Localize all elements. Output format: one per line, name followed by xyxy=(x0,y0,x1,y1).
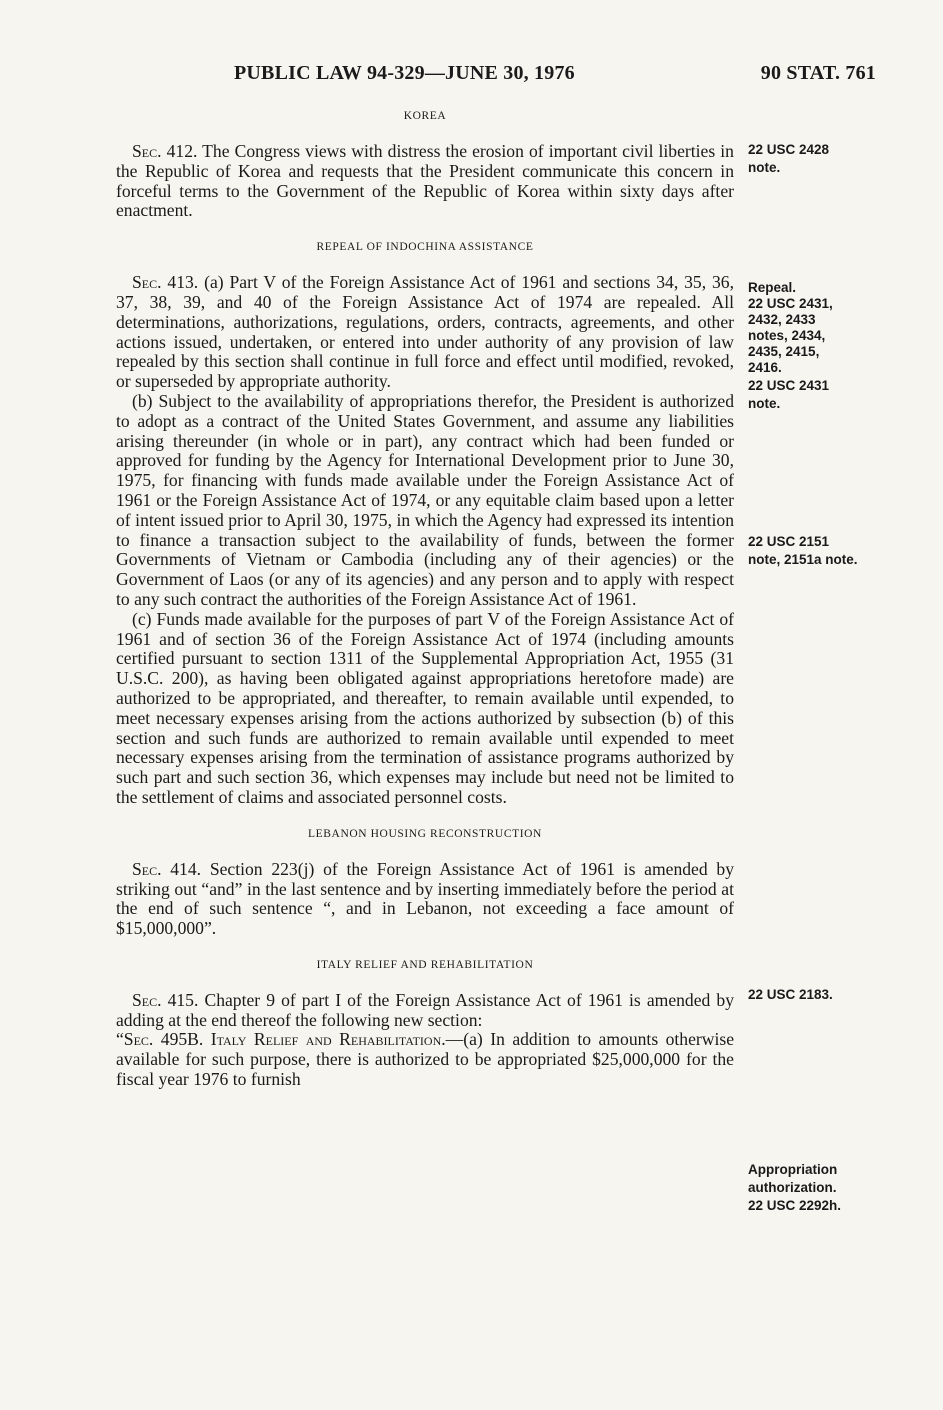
margin-note: authorization. xyxy=(748,1180,837,1195)
margin-note: 22 USC 2292h. xyxy=(748,1198,842,1213)
margin-note: 22 USC 2431 xyxy=(748,378,830,393)
section-495b-title: Italy Relief and Rehabilitation. xyxy=(210,1029,446,1050)
section-415-text: Chapter 9 of part I of the Foreign Assistance Act of 1961 is amended by adding at the end thereof the following new section: xyxy=(116,989,734,1030)
margin-note: 2416. xyxy=(748,360,782,375)
section-413-a xyxy=(116,273,734,392)
margin-note: 2432, 2433 xyxy=(748,312,816,327)
section-495b-number: “Sec. 495B. xyxy=(116,1029,204,1050)
stat-citation: 90 STAT. 761 xyxy=(760,62,876,84)
margin-note: 22 USC 2151 xyxy=(748,534,830,549)
section-415 xyxy=(116,991,734,1031)
section-413-c: (c) Funds made available for the purposes of part V of the Foreign Assistance Act of 1961 and of section 36 of the Foreign Assistance Act of 1974 (including amounts certified pursuant to section 1311 of the Supplemental Appropriation Act, 1955 (31 U.S.C. 200), as having been obligated against appropriations heretofore made) are authorized to be appropriated, and thereafter, to remain available until expended, to meet necessary expenses arising from the actions authorized by subsection (b) of this section and such funds are authorized to remain available until expended to meet necessary expenses arising from the termination of assistance programs authorized by such part and such section 36, which expenses may include but need not be limited to the settlement of claims and associated personnel costs. xyxy=(116,608,734,807)
section-412-number: Sec. 412. xyxy=(132,141,198,161)
margin-note: Repeal. xyxy=(748,280,797,295)
margin-note: note. xyxy=(748,160,781,175)
section-415-number: Sec. 415. xyxy=(132,989,199,1010)
section-413-b: (b) Subject to the availability of appropriations therefor, the President is authorized to adopt as a contract of the United States Government, and assume any liabilities arising thereunder (in whole or in part), any contract which had been funded or approved for funding by the Agency for International Development prior to June 30, 1975, for financing with funds made available under the Foreign Assistance Act of 1961 or the Foreign Assistance Act of 1974, or any equitable claim based upon a letter of intent issued prior to April 30, 1975, in which the Agency had expressed its intention to finance a transaction subject to the availability of funds, between the former Governments of Vietnam or Cambodia (including any of their agencies) or the Government of Laos (or any of its agencies) and any person and to apply with respect to any such contract the authorities of the Foreign Assistance Act of 1961. xyxy=(116,390,734,609)
section-414-text: Section 223(j) of the Foreign Assistance Act of 1961 is amended by striking out “and” in the last sentence and by inserting immediately before the period at the end of such sentence “, and in Lebanon, not exceeding a face amount of $15,000,000”. xyxy=(116,858,734,939)
margin-note: note. xyxy=(748,396,781,411)
margin-note: 2435, 2415, xyxy=(748,344,820,359)
section-495b xyxy=(116,1030,734,1089)
section-414-number: Sec. 414. xyxy=(132,858,202,879)
margin-note: 22 USC 2183. xyxy=(748,987,833,1002)
main-text xyxy=(116,108,734,1090)
heading-indochina: REPEAL OF INDOCHINA ASSISTANCE xyxy=(316,241,534,254)
section-414 xyxy=(116,860,734,939)
margin-note: notes, 2434, xyxy=(748,328,826,343)
section-412 xyxy=(116,142,734,221)
heading-italy: ITALY RELIEF AND REHABILITATION xyxy=(316,958,534,971)
section-413-number: Sec. 413. xyxy=(132,272,199,293)
heading-korea: KOREA xyxy=(403,110,447,122)
section-412-text: The Congress views with distress the erosion of important civil liberties in the Republic of Korea and requests that the President communicate this concern in forceful terms to the Government of the Republic of Korea within sixty days after enactment. xyxy=(116,141,734,221)
heading-lebanon: LEBANON HOUSING RECONSTRUCTION xyxy=(308,827,542,840)
section-413-a-text: (a) Part V of the Foreign Assistance Act of 1961 and sections 34, 35, 36, 37, 38, 39, and 40 of the Foreign Assistance Act of 1974 are repealed. All determinations, authorizations, regulations, orders, contracts, agreements, and other actions issued, undertaken, or entered into under authority of any provision of law repealed by this section shall continue in full force and effect until modified, revoked, or superseded by appropriate authority. xyxy=(116,272,734,392)
law-title: PUBLIC LAW 94-329—JUNE 30, 1976 xyxy=(234,62,575,84)
margin-note: 22 USC 2431, xyxy=(748,296,833,311)
section-495b-text: —(a) In addition to amounts otherwise available for such purpose, there is authorized to be appropriated $25,000,000 for the fiscal year 1976 to furnish xyxy=(116,1029,735,1090)
margin-note: note, 2151a note. xyxy=(748,552,858,567)
margin-note: 22 USC 2428 xyxy=(748,142,830,157)
margin-note: Appropriation xyxy=(748,1162,838,1177)
